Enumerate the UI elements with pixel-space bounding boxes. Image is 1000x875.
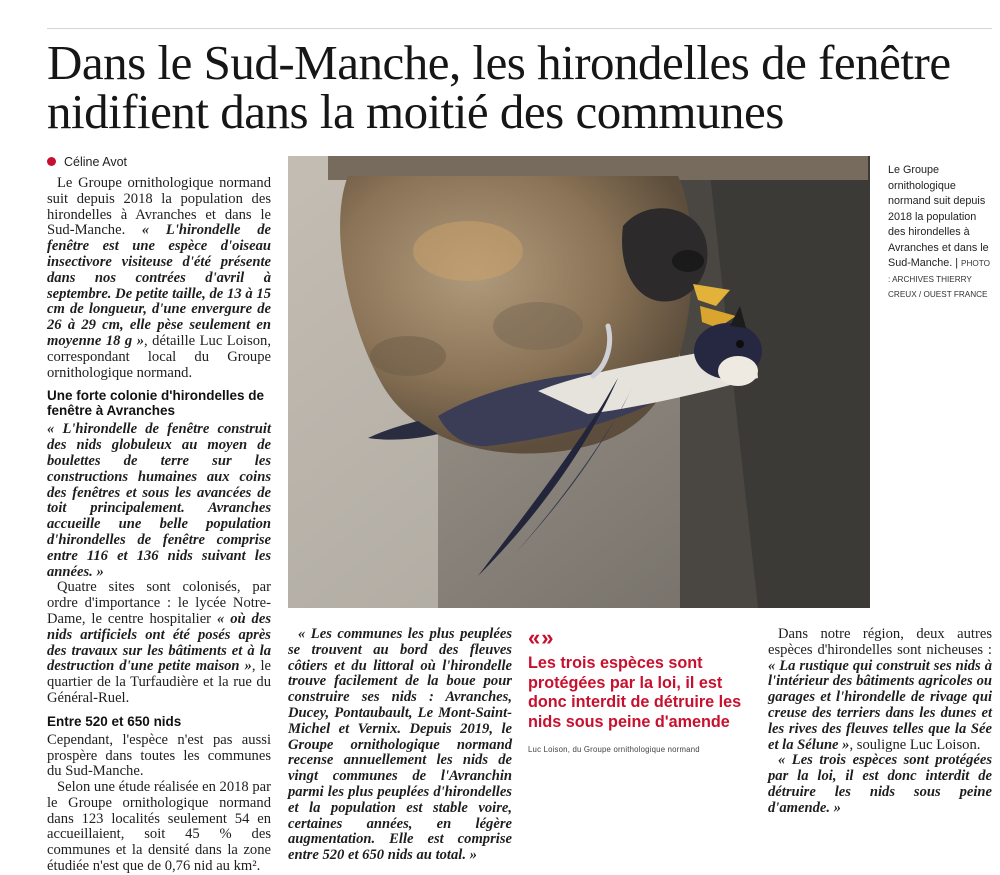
paragraph-populated-towns: « Les communes les plus peuplées se trouvent au bord des fleuves côtiers et du littoral où l'hirondelle trouve facilement de la boue pour construire ses nids : Avranches, Ducey, Pontaubault, Le Mont-Saint-Michel et Vernix. Depuis 2019, le Groupe ornithologique normand recense annuellement les nids de vingt communes de l'Avranchin parmi les plus peuplées d'hirondelles et la population est stable voire, certaines années, en légère augmentation. Elle est comprise entre 520 et 650 nids au total. » [288,626,512,864]
intro-paragraph: Le Groupe ornithologique normand suit depuis 2018 la population des hirondelles à Avranches et dans le Sud-Manche. « L'hirondelle de fenêtre est une espèce d'oiseau insectivore visiteuse d'été présente dans nos contrées d'avril à septembre. De petite taille, de 13 à 15 cm de longueur, d'une envergure de 26 à 29 cm, elle pèse seulement en moyenne 18 g », détaille Luc Loison, correspondant local du Groupe ornithologique normand. [47,175,271,381]
paragraph-colony: « L'hirondelle de fenêtre construit des nids globuleux au moyen de boulettes de terre sur les constructions humaines aux coins des fenêtres et sous les avancées de toit principalement. Avranches accueille une belle population d'hirondelles de fenêtre comprise entre 116 et 136 nids suivant les années. » [47,421,271,580]
caption-separator: | [955,257,962,269]
subhead-colony: Une forte colonie d'hirondelles de fenêtre à Avranches [47,388,264,419]
paragraph-study: Selon une étude réalisée en 2018 par le Groupe ornithologique normand dans 123 localités seulement 54 en accueillaient, soit 45 % des communes et la densité dans la zone étudiée n'est que de 0,76 nid au km². [47,779,271,875]
article-column-1 [47,176,271,875]
photo-credit: PHOTO : ARCHIVES THIERRY CREUX / OUEST FRANCE [888,259,990,299]
article-column-2 [288,627,512,864]
pull-quote-text: Les trois espèces sont protégées par la loi, il est donc interdit de détruire les nids sous peine d'amende [528,654,742,731]
caption-text: Le Groupe ornithologique normand suit depuis 2018 la population des hirondelles à Avranches et dans le Sud-Manche. [888,164,989,269]
pull-quote [528,627,754,755]
byline-dot-icon [47,157,56,166]
paragraph-protection: « Les trois espèces sont protégées par la loi, il est donc interdit de détruire les nids sous peine d'amende. » [768,752,992,816]
paragraph-prosperity: Cependant, l'espèce n'est pas aussi prospère dans toutes les communes du Sud-Manche. [47,731,271,780]
subhead-nest-count: Entre 520 et 650 nids [47,713,182,729]
pull-quote-marks-icon: «» [528,625,555,650]
author-name: Céline Avot [64,155,128,169]
top-rule [47,28,992,29]
byline [47,155,127,169]
headline: Dans le Sud-Manche, les hirondelles de fenêtre nidifient dans la moitié des communes [47,35,951,139]
article-column-4 [768,627,992,817]
pull-quote-source: Luc Loison, du Groupe ornithologique normand [528,745,700,754]
swallow-nest-photo [288,156,870,608]
photo-caption [888,163,994,303]
paragraph-sites: Quatre sites sont colonisés, par ordre d'importance : le lycée Notre-Dame, le centre hospitalier « où des nids artificiels ont été posés après des travaux sur les bâtiments et à la destruction d'une petite maison », le quartier de la Turfaudière et la rue du Général-Ruel. [47,579,271,706]
paragraph-other-species: Dans notre région, deux autres espèces d'hirondelles sont nicheuses : « La rustique qui construit ses nids à l'intérieur des bâtiments agricoles ou garages et l'hirondelle de rivage qui creuse des terriers dans les dunes et les rives des fleuves telles que la Sée et la Sélune », souligne Luc Loison. [768,626,992,753]
swallow-nest-illustration [288,156,870,608]
